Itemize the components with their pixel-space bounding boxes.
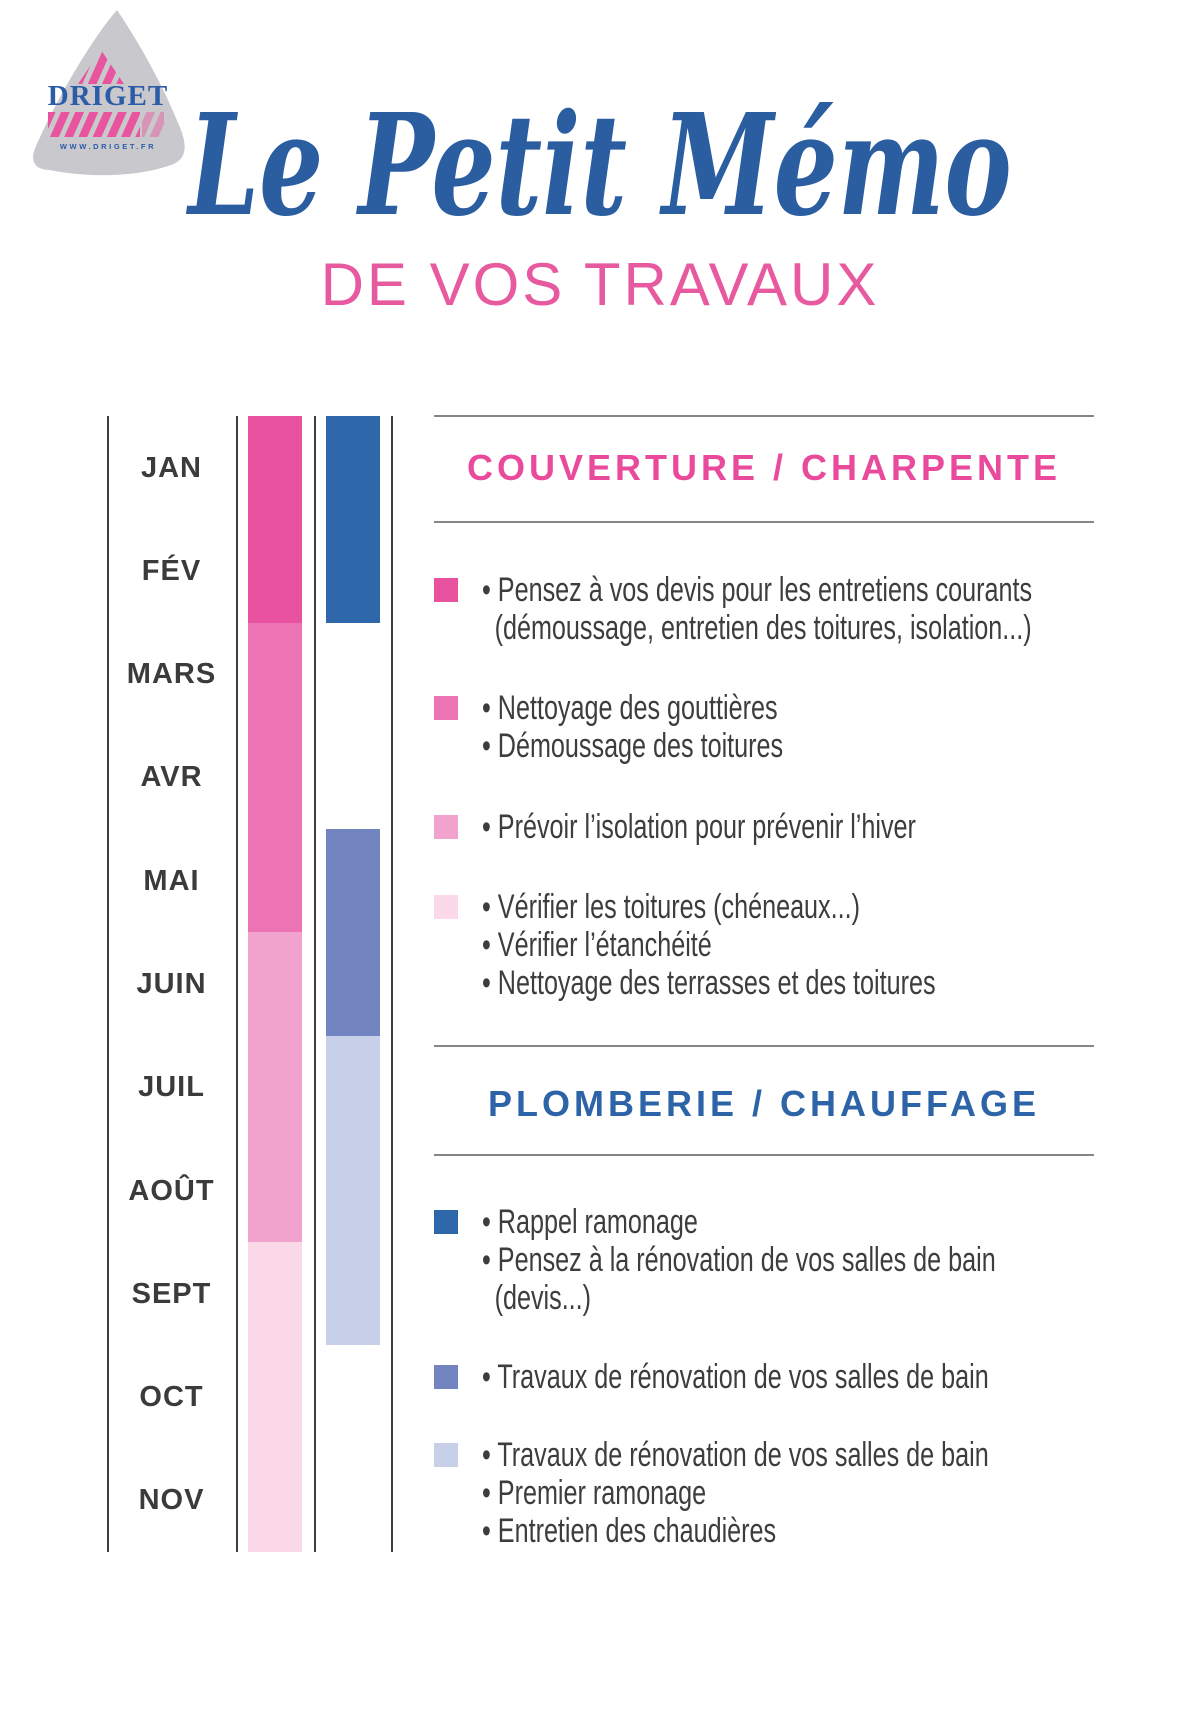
task-line: • Travaux de rénovation de vos salles de bain xyxy=(482,1436,989,1474)
divider-line xyxy=(434,521,1094,523)
month-label: OCT xyxy=(139,1381,204,1414)
legend-swatch xyxy=(434,1443,458,1467)
task-line: • Travaux de rénovation de vos salles de bain xyxy=(482,1358,989,1396)
legend-swatch xyxy=(434,696,458,720)
couverture-bar-segment xyxy=(248,1242,302,1552)
couverture-bar-segment xyxy=(248,932,302,1242)
legend-swatch xyxy=(434,1365,458,1389)
axis-line xyxy=(236,416,238,1552)
task-line: • Prévoir l’isolation pour prévenir l’hiver xyxy=(482,808,916,846)
month-label: NOV xyxy=(138,1484,205,1517)
month-label: SEPT xyxy=(131,1277,212,1310)
task-item xyxy=(482,808,916,846)
task-item xyxy=(482,571,1032,647)
task-item xyxy=(482,1436,989,1550)
task-line: • Pensez à vos devis pour les entretiens courants xyxy=(482,571,1033,609)
task-line: • Nettoyage des gouttières xyxy=(482,689,778,727)
logo-stripe-band-fade-icon xyxy=(142,112,164,137)
legend-swatch xyxy=(434,1210,458,1234)
task-line: • Entretien des chaudières xyxy=(482,1512,777,1550)
task-item xyxy=(482,1358,989,1396)
logo-website-text: WWW.DRIGET.FR xyxy=(59,142,157,151)
task-line: • Démoussage des toitures xyxy=(482,727,784,765)
couverture-bar-segment xyxy=(248,623,302,933)
logo-stripe-band-icon xyxy=(48,112,140,137)
task-line: (devis...) xyxy=(494,1279,592,1317)
month-label: JUIL xyxy=(138,1071,205,1104)
axis-line xyxy=(314,416,316,1552)
task-line: • Vérifier l’étanchéité xyxy=(482,926,712,964)
task-item xyxy=(482,1203,996,1317)
month-label: FÉV xyxy=(141,554,202,587)
divider-line xyxy=(434,415,1094,417)
divider-line xyxy=(434,1154,1094,1156)
plomberie-bar-segment xyxy=(326,1036,380,1346)
section-title-plomberie-chauffage: PLOMBERIE / CHAUFFAGE xyxy=(487,1083,1041,1124)
task-line: • Rappel ramonage xyxy=(482,1203,698,1241)
month-label: MARS xyxy=(126,658,217,691)
month-label: JUIN xyxy=(136,968,207,1000)
couverture-bar-segment xyxy=(248,416,302,623)
legend-swatch xyxy=(434,578,458,602)
task-line: • Nettoyage des terrasses et des toitures xyxy=(482,964,936,1002)
driget-logo xyxy=(22,8,192,176)
logo-brand-text: DRIGET xyxy=(47,80,169,112)
plomberie-bar-segment xyxy=(326,829,380,1036)
plomberie-bar-segment xyxy=(326,416,380,623)
task-line: (démoussage, entretien des toitures, isolation...) xyxy=(494,609,1032,647)
task-line: • Vérifier les toitures (chéneaux...) xyxy=(482,888,860,926)
task-item xyxy=(482,888,936,1002)
divider-line xyxy=(434,1045,1094,1047)
legend-swatch xyxy=(434,815,458,839)
legend-swatch xyxy=(434,895,458,919)
task-item xyxy=(482,689,783,765)
task-line: • Pensez à la rénovation de vos salles de bain xyxy=(482,1241,996,1279)
month-label: JAN xyxy=(140,451,202,484)
month-label: AOÛT xyxy=(128,1174,215,1207)
page-subtitle: DE VOS TRAVAUX xyxy=(320,251,880,318)
month-label: AVR xyxy=(140,761,203,794)
section-title-couverture-charpente: COUVERTURE / CHARPENTE xyxy=(466,447,1062,488)
task-line: • Premier ramonage xyxy=(482,1474,707,1512)
page-title: Le Petit Mémo xyxy=(188,84,1012,248)
axis-line xyxy=(391,416,393,1552)
month-label: MAI xyxy=(143,864,200,897)
